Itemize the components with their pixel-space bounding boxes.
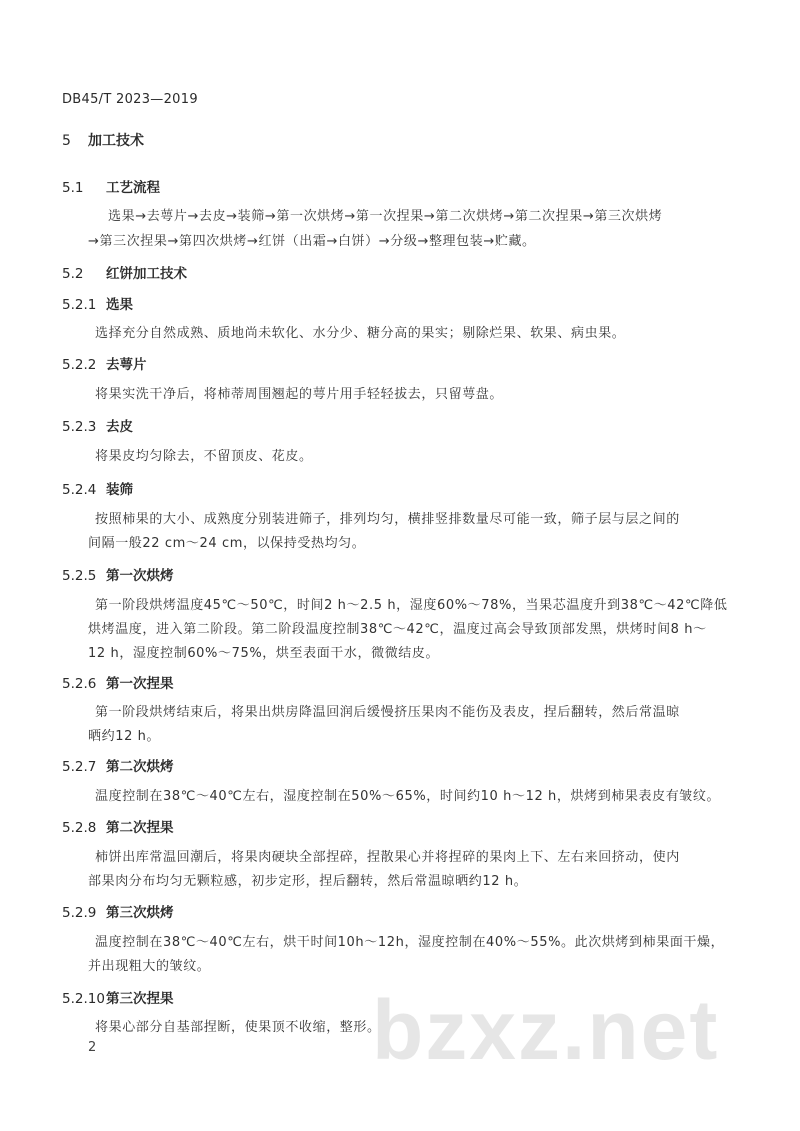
standard-number: DB45/T 2023—2019 xyxy=(62,92,198,107)
section-title: 第一次烘烤 xyxy=(106,568,174,584)
paragraph-line: →第三次捏果→第四次烘烤→红饼（出霜→白饼）→分级→整理包装→贮藏。 xyxy=(88,234,536,249)
paragraph-line: 温度控制在38℃～40℃左右，烘干时间10h～12h，湿度控制在40%～55%。此次烘烤到柿果面干燥， xyxy=(95,935,725,950)
section-5-2-10-heading xyxy=(62,987,174,1007)
section-title: 第二次烘烤 xyxy=(106,759,174,775)
section-5-2-5-heading xyxy=(62,564,174,584)
section-5-2-7-heading xyxy=(62,755,174,775)
section-title: 第三次烘烤 xyxy=(106,905,174,921)
page-number: 2 xyxy=(88,1040,97,1055)
section-number: 5.2.10 xyxy=(62,991,105,1007)
section-number: 5.2.9 xyxy=(62,905,97,921)
section-5-1-heading xyxy=(62,176,160,196)
paragraph-line: 将果实洗干净后，将柿蒂周围翘起的萼片用手轻轻拔去，只留萼盘。 xyxy=(95,387,504,402)
section-5-2-9-heading xyxy=(62,901,174,921)
section-number: 5.2.7 xyxy=(62,759,97,775)
section-5-2-6-heading xyxy=(62,672,174,692)
paragraph-line: 将果心部分自基部捏断，使果顶不收缩，整形。 xyxy=(95,1020,381,1035)
section-5-2-4-heading xyxy=(62,478,133,498)
paragraph-line: 并出现粗大的皱纹。 xyxy=(88,959,211,974)
paragraph-line: 烘烤温度，进入第二阶段。第二阶段温度控制38℃～42℃，温度过高会导致顶部发黑，烘烤时间8 h～ xyxy=(88,622,707,637)
section-number: 5.2.1 xyxy=(62,297,97,313)
section-title: 去皮 xyxy=(106,419,133,435)
section-5-2-3-heading xyxy=(62,415,133,435)
section-5-2-1-heading xyxy=(62,293,133,313)
section-title: 选果 xyxy=(106,297,133,313)
section-5-2-8-heading xyxy=(62,816,174,836)
paragraph-line: 第一阶段烘烤结束后，将果出烘房降温回润后缓慢挤压果肉不能伤及表皮，捏后翻转，然后常温晾 xyxy=(95,705,680,720)
section-title: 加工技术 xyxy=(88,133,144,149)
section-number: 5.2 xyxy=(62,266,84,282)
paragraph-line: 第一阶段烘烤温度45℃～50℃，时间2 h～2.5 h，湿度60%～78%，当果芯温度升到38℃～42℃降低 xyxy=(95,598,728,613)
section-number: 5.2.6 xyxy=(62,676,97,692)
section-number: 5.2.5 xyxy=(62,568,97,584)
section-title: 装筛 xyxy=(106,482,133,498)
paragraph-line: 按照柿果的大小、成熟度分别装进筛子，排列均匀，横排竖排数量尽可能一致，筛子层与层之间的 xyxy=(95,512,680,527)
section-title: 去萼片 xyxy=(106,357,147,373)
section-number: 5.2.8 xyxy=(62,820,97,836)
section-title: 工艺流程 xyxy=(106,180,160,196)
paragraph-line: 柿饼出库常温回潮后，将果肉硬块全部捏碎，捏散果心并将捏碎的果肉上下、左右来回挤动，使内 xyxy=(95,850,680,865)
section-number: 5.2.4 xyxy=(62,482,97,498)
section-number: 5 xyxy=(62,133,71,149)
watermark: bzxz.net xyxy=(372,983,720,1077)
section-title: 红饼加工技术 xyxy=(106,266,187,282)
section-number: 5.2.2 xyxy=(62,357,97,373)
paragraph-line: 晒约12 h。 xyxy=(88,729,161,744)
paragraph-line: 12 h，湿度控制60%～75%，烘至表面干水，微微结皮。 xyxy=(88,646,440,661)
section-5-2-2-heading xyxy=(62,353,147,373)
paragraph-line: 选果→去萼片→去皮→装筛→第一次烘烤→第一次捏果→第二次烘烤→第二次捏果→第三次烘烤 xyxy=(108,209,663,224)
paragraph-line: 将果皮均匀除去，不留顶皮、花皮。 xyxy=(95,449,313,464)
section-title: 第三次捏果 xyxy=(106,991,174,1007)
section-number: 5.2.3 xyxy=(62,419,97,435)
section-number: 5.1 xyxy=(62,180,84,196)
paragraph-line: 选择充分自然成熟、质地尚未软化、水分少、糖分高的果实；剔除烂果、软果、病虫果。 xyxy=(95,326,626,341)
paragraph-line: 部果肉分布均匀无颗粒感，初步定形，捏后翻转，然后常温晾晒约12 h。 xyxy=(88,874,528,889)
section-5-2-heading xyxy=(62,262,187,282)
section-title: 第一次捏果 xyxy=(106,676,174,692)
section-title: 第二次捏果 xyxy=(106,820,174,836)
paragraph-line: 温度控制在38℃～40℃左右，湿度控制在50%～65%，时间约10 h～12 h，烘烤到柿果表皮有皱纹。 xyxy=(95,789,721,804)
section-5-heading xyxy=(62,130,144,150)
paragraph-line: 间隔一般22 cm～24 cm，以保持受热均匀。 xyxy=(88,536,366,551)
